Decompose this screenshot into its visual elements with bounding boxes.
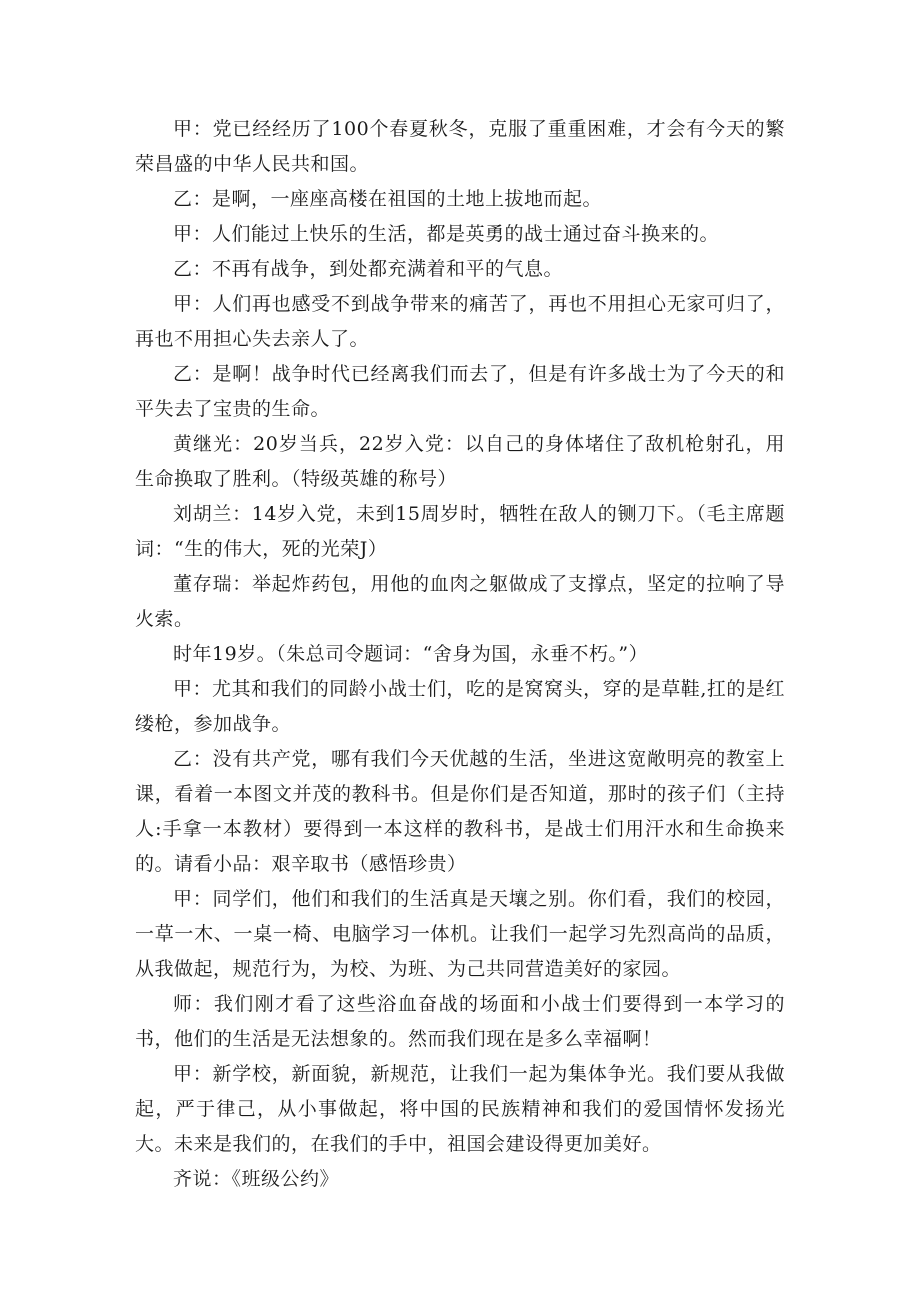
paragraph: 乙：不再有战争，到处都充满着和平的气息。 — [173, 258, 564, 280]
paragraph: 师：我们刚才看了这些浴血奋战的场面和小战士们要得到一本学习的书，他们的生活是无法想象的。然而我们现在是多么幸福啊！ — [135, 993, 785, 1050]
paragraph: 齐说：《班级公约》 — [173, 1168, 340, 1190]
paragraph: 乙：是啊，一座座高楼在祖国的土地上拔地而起。 — [173, 188, 603, 210]
paragraph: 黄继光：20岁当兵，22岁入党：以自己的身体堵住了敌机枪射孔，用生命换取了胜利。（特级英雄的称号） — [135, 433, 785, 490]
paragraph: 甲：党已经经历了100个春夏秋冬，克服了重重困难，才会有今天的繁荣昌盛的中华人民共和国。 — [135, 118, 785, 175]
document-body — [135, 112, 785, 1197]
paragraph: 董存瑞：举起炸药包，用他的血肉之躯做成了支撑点，坚定的拉响了导火索。 — [135, 573, 785, 630]
paragraph: 甲：新学校，新面貌，新规范，让我们一起为集体争光。我们要从我做起，严于律己，从小事做起，将中国的民族精神和我们的爱国情怀发扬光大。未来是我们的，在我们的手中，祖国会建设得更加美好。 — [135, 1063, 785, 1155]
paragraph: 时年19岁。（朱总司令题词：“舍身为国，永垂不朽。”） — [173, 643, 649, 665]
paragraph: 甲：人们再也感受不到战争带来的痛苦了，再也不用担心无家可归了，再也不用担心失去亲人了。 — [135, 293, 785, 350]
paragraph: 甲：同学们，他们和我们的生活真是天壤之别。你们看，我们的校园，一草一木、一桌一椅、电脑学习一体机。让我们一起学习先烈高尚的品质，从我做起，规范行为，为校、为班、为己共同营造美好的家园。 — [135, 888, 785, 980]
paragraph: 乙：是啊！战争时代已经离我们而去了，但是有许多战士为了今天的和平失去了宝贵的生命。 — [135, 363, 785, 420]
paragraph: 乙：没有共产党，哪有我们今天优越的生活，坐进这宽敞明亮的教室上课，看着一本图文并茂的教科书。但是你们是否知道，那时的孩子们（主持人:手拿一本教材）要得到一本这样的教科书，是战士们用汗水和生命换来的。请看小品：艰辛取书（感悟珍贵） — [135, 748, 785, 875]
paragraph: 甲：人们能过上快乐的生活，都是英勇的战士通过奋斗换来的。 — [173, 223, 720, 245]
paragraph: 甲：尤其和我们的同龄小战士们，吃的是窝窝头，穿的是草鞋,扛的是红缕枪，参加战争。 — [135, 678, 785, 735]
paragraph: 刘胡兰：14岁入党，未到15周岁时，牺牲在敌人的铡刀下。（毛主席题词：“生的伟大，死的光荣J） — [135, 503, 785, 560]
